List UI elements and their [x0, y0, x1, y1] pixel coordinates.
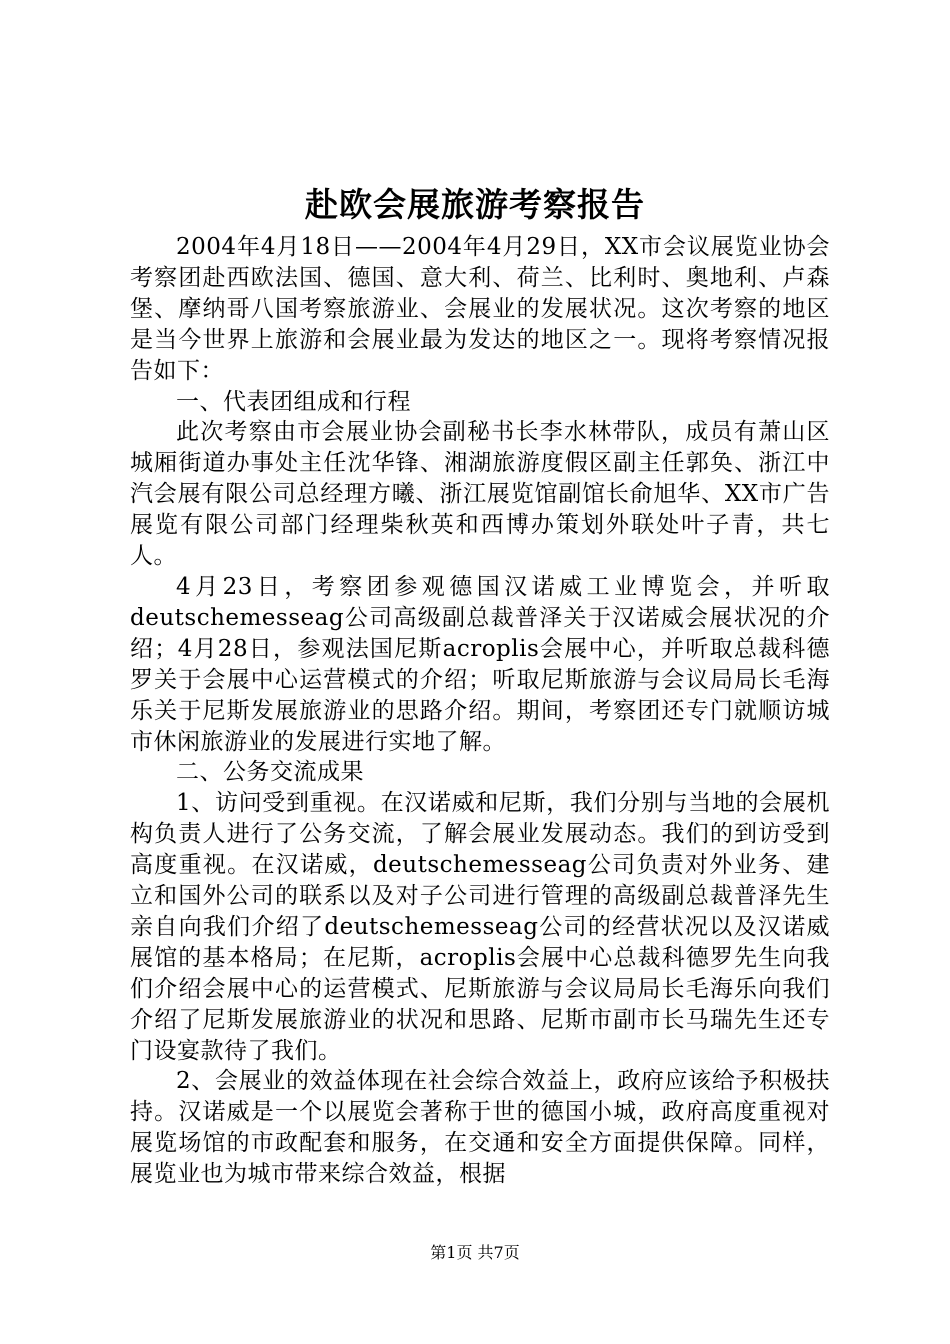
document-title: 赴欧会展旅游考察报告: [305, 185, 645, 224]
section-heading-exchange: 二、公务交流成果: [176, 759, 364, 786]
paragraph-visit-valued: 1、访问受到重视。在汉诺威和尼斯，我们分别与当地的会展机构负责人进行了公务交流，了解会展业发展动态。我们的到访受到高度重视。在汉诺威，deutschemesseag公司负责对外业务、建立和国外公司的联系以及对子公司进行管理的高级副总裁普泽先生亲自向我们介绍了deutschemesseag公司的经营状况以及汉诺威展馆的基本格局；在尼斯，acroplis会展中心总裁科德罗先生向我们介绍会展中心的运营模式、尼斯旅游与会议局局长毛海乐向我们介绍了尼斯发展旅游业的状况和思路、尼斯市副市长马瑞先生还专门设宴款待了我们。: [130, 790, 830, 1064]
paragraph-delegation-members: 此次考察由市会展业协会副秘书长李水林带队，成员有萧山区城厢街道办事处主任沈华锋、湘湖旅游度假区副主任郭奂、浙江中汽会展有限公司总经理方曦、浙江展览馆副馆长俞旭华、XX市广告展览有限公司部门经理柴秋英和西博办策划外联处叶子青，共七人。: [130, 419, 830, 570]
paragraph-social-benefit: 2、会展业的效益体现在社会综合效益上，政府应该给予积极扶持。汉诺威是一个以展览会著称于世的德国小城，政府高度重视对展览场馆的市政配套和服务，在交通和安全方面提供保障。同样，展览业也为城市带来综合效益，根据: [130, 1068, 830, 1188]
page-number-footer: 第1页 共7页: [430, 1243, 520, 1262]
section-heading-delegation: 一、代表团组成和行程: [176, 388, 411, 415]
paragraph-itinerary: 4月23日，考察团参观德国汉诺威工业博览会，并听取deutschemesseag公司高级副总裁普泽关于汉诺威会展状况的介绍；4月28日，参观法国尼斯acroplis会展中心，并听取总裁科德罗关于会展中心运营模式的介绍；听取尼斯旅游与会议局局长毛海乐关于尼斯发展旅游业的思路介绍。期间，考察团还专门就顺访城市休闲旅游业的发展进行实地了解。: [130, 573, 830, 755]
paragraph-intro: 2004年4月18日——2004年4月29日，XX市会议展览业协会考察团赴西欧法国、德国、意大利、荷兰、比利时、奥地利、卢森堡、摩纳哥八国考察旅游业、会展业的发展状况。这次考察的地区是当今世界上旅游和会展业最为发达的地区之一。现将考察情况报告如下：: [130, 234, 830, 384]
document-body: [130, 232, 830, 1190]
